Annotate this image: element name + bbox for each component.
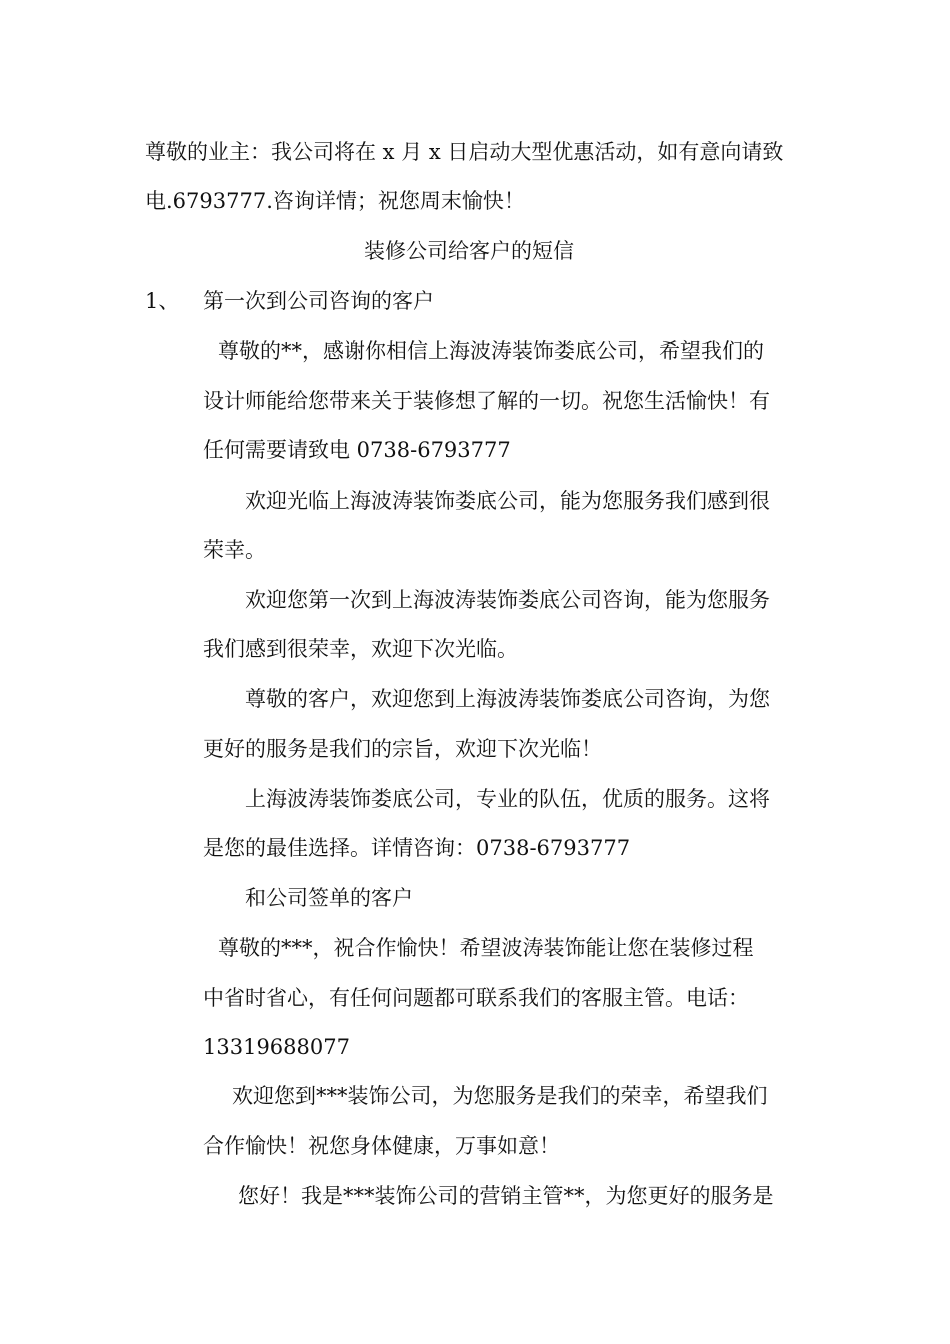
paragraph-line: 您好！我是***装饰公司的营销主管**，为您更好的服务是 [238, 1184, 774, 1208]
paragraph-line: 荣幸。 [203, 538, 266, 562]
document-title: 装修公司给客户的短信 [364, 239, 574, 263]
paragraph-line: 设计师能给您带来关于装修想了解的一切。祝您生活愉快！有 [203, 389, 770, 413]
paragraph-line: 合作愉快！祝您身体健康，万事如意！ [203, 1134, 560, 1158]
paragraph-line: 尊敬的**，感谢你相信上海波涛装饰娄底公司，希望我们的 [218, 339, 764, 363]
paragraph-line: 中省时省心，有任何问题都可联系我们的客服主管。电话： [203, 986, 749, 1010]
paragraph-line: 欢迎您到***装饰公司，为您服务是我们的荣幸，希望我们 [232, 1084, 768, 1108]
paragraph-line: 欢迎光临上海波涛装饰娄底公司，能为您服务我们感到很 [245, 489, 770, 513]
intro-line-2: 电.6793777.咨询详情；祝您周末愉快！ [145, 189, 525, 213]
paragraph-line: 上海波涛装饰娄底公司，专业的队伍，优质的服务。这将 [245, 787, 770, 811]
paragraph-line: 尊敬的客户，欢迎您到上海波涛装饰娄底公司咨询，为您 [245, 687, 770, 711]
paragraph-line: 是您的最佳选择。详情咨询：0738-6793777 [203, 836, 631, 860]
paragraph-line: 欢迎您第一次到上海波涛装饰娄底公司咨询，能为您服务 [245, 588, 770, 612]
paragraph-line: 我们感到很荣幸，欢迎下次光临。 [203, 637, 518, 661]
subheading: 和公司签单的客户 [245, 886, 413, 910]
section-number: 1、 [145, 289, 180, 313]
intro-line-1: 尊敬的业主：我公司将在 x 月 x 日启动大型优惠活动，如有意向请致 [145, 140, 784, 164]
section-heading: 第一次到公司咨询的客户 [203, 289, 434, 313]
paragraph-line: 13319688077 [203, 1035, 350, 1059]
paragraph-line: 更好的服务是我们的宗旨，欢迎下次光临！ [203, 737, 602, 761]
paragraph-line: 任何需要请致电 0738-6793777 [203, 438, 511, 462]
paragraph-line: 尊敬的***，祝合作愉快！希望波涛装饰能让您在装修过程 [218, 936, 754, 960]
